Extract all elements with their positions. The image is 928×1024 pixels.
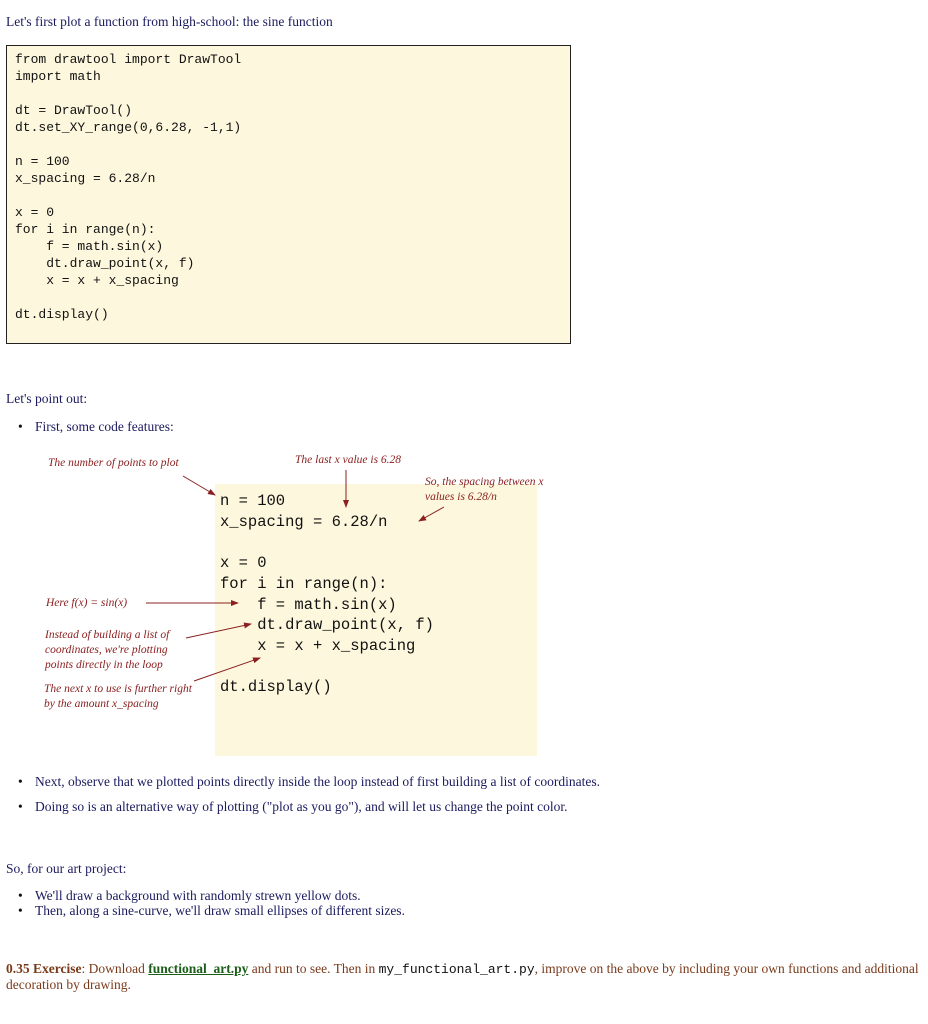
point-out-text: Let's point out: bbox=[6, 391, 88, 406]
code-line: for i in range(n): bbox=[15, 222, 156, 237]
figure-code-line: x = 0 bbox=[220, 554, 267, 573]
bullet-list-art bbox=[6, 888, 405, 918]
annotation-fx: Here f(x) = sin(x) bbox=[46, 597, 128, 609]
annotation-instead-line-1: Instead of building a list of bbox=[45, 629, 170, 641]
exercise-text-3: , improve on the above by including your own functions and additional decoration by drawing. bbox=[6, 961, 919, 992]
intro-text: Let's first plot a function from high-school: the sine function bbox=[6, 14, 333, 29]
figure-code-line: for i in range(n): bbox=[220, 574, 388, 593]
figure-code-line: f = math.sin(x) bbox=[220, 595, 397, 614]
annotation-instead-line-2: coordinates, we're plotting bbox=[45, 644, 168, 656]
bullet-observe: • Next, observe that we plotted points directly inside the loop instead of first building a list of coordinates. bbox=[6, 774, 600, 790]
annotation-next-line-2: by the amount x_spacing bbox=[44, 698, 159, 710]
figure-code-line: dt.draw_point(x, f) bbox=[220, 616, 434, 635]
figure-code-line: x = x + x_spacing bbox=[220, 636, 416, 655]
annotation-last-x: The last x value is 6.28 bbox=[295, 454, 402, 466]
arrow-num-points bbox=[183, 476, 215, 495]
code-line: f = math.sin(x) bbox=[15, 239, 164, 254]
figure-code-line: dt.display() bbox=[220, 678, 332, 697]
code-line: n = 100 bbox=[15, 154, 70, 169]
arrow-next-x bbox=[194, 658, 260, 681]
download-link[interactable]: functional_art.py bbox=[148, 961, 249, 976]
annotation-spacing-line-2: values is 6.28/n bbox=[425, 491, 497, 503]
exercise-text bbox=[6, 961, 924, 992]
bullet-code-features: • First, some code features: bbox=[6, 419, 174, 435]
bullet-list-observations bbox=[6, 774, 600, 815]
annotation-instead-line-3: points directly in the loop bbox=[45, 659, 163, 671]
art-intro: So, for our art project: bbox=[6, 861, 127, 876]
code-line: dt.draw_point(x, f) bbox=[15, 256, 195, 271]
annotation-num-points: The number of points to plot bbox=[48, 457, 179, 469]
code-line: x = x + x_spacing bbox=[15, 273, 179, 288]
code-line: x_spacing = 6.28/n bbox=[15, 171, 156, 186]
arrow-spacing bbox=[419, 507, 444, 521]
exercise-number: 0.35 bbox=[6, 961, 30, 976]
bullet-art-background: • We'll draw a background with randomly strewn yellow dots. bbox=[6, 888, 405, 903]
code-line: dt = DrawTool() bbox=[15, 103, 133, 118]
code-line: x = 0 bbox=[15, 205, 55, 220]
annotation-spacing-line-1: So, the spacing between x bbox=[425, 476, 544, 488]
annotation-next-line-1: The next x to use is further right bbox=[44, 683, 192, 695]
code-line: from drawtool import DrawTool bbox=[15, 52, 242, 67]
exercise-filename: my_functional_art.py bbox=[378, 962, 535, 977]
code-line: import math bbox=[15, 69, 101, 84]
code-line: dt.display() bbox=[15, 307, 109, 322]
code-line: dt.set_XY_range(0,6.28, -1,1) bbox=[15, 120, 242, 135]
bullet-plot-as-you-go: • Doing so is an alternative way of plotting ("plot as you go"), and will let us change the point color. bbox=[6, 799, 600, 815]
arrow-instead bbox=[186, 624, 251, 638]
bullet-art-ellipses: • Then, along a sine-curve, we'll draw small ellipses of different sizes. bbox=[6, 903, 405, 918]
exercise-text-1: : Download bbox=[81, 961, 149, 976]
figure-code-line: x_spacing = 6.28/n bbox=[220, 512, 388, 531]
exercise-label: Exercise bbox=[33, 961, 82, 976]
figure-code-line: n = 100 bbox=[220, 492, 286, 510]
exercise-text-2: and run to see. Then in bbox=[248, 961, 379, 976]
